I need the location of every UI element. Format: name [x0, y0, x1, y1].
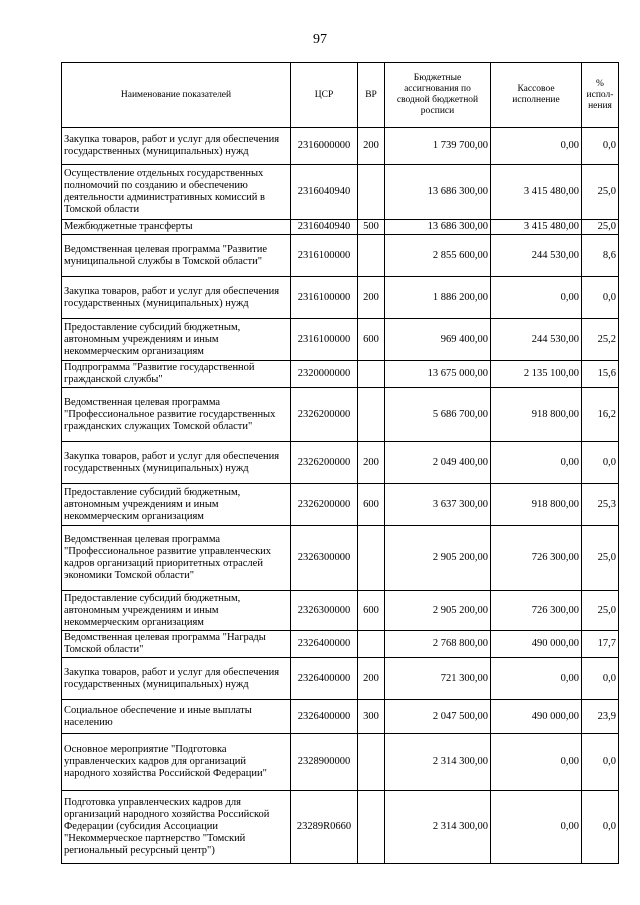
cell-cash: 3 415 480,00 — [491, 165, 582, 220]
cell-vr — [358, 165, 385, 220]
table-row — [62, 128, 619, 165]
header-name: Наименование показателей — [62, 63, 291, 128]
header-cash: Кассовое исполнение — [491, 63, 582, 128]
cell-vr — [358, 235, 385, 277]
table-body — [62, 128, 619, 864]
cell-pct: 17,7 — [582, 631, 619, 658]
cell-cash: 0,00 — [491, 734, 582, 791]
cell-pct: 0,0 — [582, 658, 619, 700]
cell-pct: 25,0 — [582, 220, 619, 235]
header-csr: ЦСР — [291, 63, 358, 128]
cell-csr: 2316100000 — [291, 277, 358, 319]
cell-budget: 3 637 300,00 — [385, 484, 491, 526]
cell-cash: 918 800,00 — [491, 388, 582, 442]
cell-csr: 2316040940 — [291, 220, 358, 235]
cell-pct: 0,0 — [582, 791, 619, 864]
cell-pct: 16,2 — [582, 388, 619, 442]
cell-budget: 13 686 300,00 — [385, 165, 491, 220]
budget-table — [61, 62, 619, 864]
cell-pct: 25,3 — [582, 484, 619, 526]
cell-csr: 2316100000 — [291, 235, 358, 277]
cell-name: Предоставление субсидий бюджетным, автономным учреждениям и иным некоммерческим организациям — [62, 319, 291, 361]
cell-budget: 5 686 700,00 — [385, 388, 491, 442]
cell-budget: 2 768 800,00 — [385, 631, 491, 658]
cell-vr: 200 — [358, 128, 385, 165]
cell-pct: 15,6 — [582, 361, 619, 388]
cell-cash: 726 300,00 — [491, 526, 582, 591]
cell-name: Осуществление отдельных государственных полномочий по созданию и обеспечению деятельности административных комиссий в Томской области — [62, 165, 291, 220]
table-row — [62, 700, 619, 734]
cell-vr: 200 — [358, 442, 385, 484]
cell-csr: 2316100000 — [291, 319, 358, 361]
cell-vr — [358, 526, 385, 591]
cell-cash: 3 415 480,00 — [491, 220, 582, 235]
table-row — [62, 388, 619, 442]
cell-budget: 2 047 500,00 — [385, 700, 491, 734]
cell-pct: 0,0 — [582, 442, 619, 484]
cell-name: Закупка товаров, работ и услуг для обеспечения государственных (муниципальных) нужд — [62, 128, 291, 165]
cell-csr: 2326300000 — [291, 591, 358, 631]
cell-csr: 2326200000 — [291, 442, 358, 484]
cell-cash: 726 300,00 — [491, 591, 582, 631]
cell-vr: 600 — [358, 591, 385, 631]
cell-name: Ведомственная целевая программа "Развитие муниципальной службы в Томской области" — [62, 235, 291, 277]
cell-csr: 2326200000 — [291, 388, 358, 442]
cell-pct: 0,0 — [582, 277, 619, 319]
cell-name: Закупка товаров, работ и услуг для обеспечения государственных (муниципальных) нужд — [62, 277, 291, 319]
cell-budget: 2 314 300,00 — [385, 734, 491, 791]
cell-vr: 500 — [358, 220, 385, 235]
table-row — [62, 484, 619, 526]
cell-name: Ведомственная целевая программа "Профессиональное развитие управленческих кадров организаций приоритетных отраслей экономики Томской области" — [62, 526, 291, 591]
cell-pct: 25,0 — [582, 165, 619, 220]
table-row — [62, 165, 619, 220]
table-row — [62, 631, 619, 658]
cell-cash: 0,00 — [491, 442, 582, 484]
cell-name: Закупка товаров, работ и услуг для обеспечения государственных (муниципальных) нужд — [62, 442, 291, 484]
table-row — [62, 235, 619, 277]
cell-vr: 600 — [358, 484, 385, 526]
cell-name: Ведомственная целевая программа "Профессиональное развитие государственных гражданских служащих Томской области" — [62, 388, 291, 442]
cell-name: Межбюджетные трансферты — [62, 220, 291, 235]
cell-pct: 25,0 — [582, 591, 619, 631]
cell-pct: 25,2 — [582, 319, 619, 361]
cell-vr — [358, 631, 385, 658]
cell-pct: 23,9 — [582, 700, 619, 734]
cell-budget: 13 686 300,00 — [385, 220, 491, 235]
header-pct: % испол-нения — [582, 63, 619, 128]
cell-cash: 490 000,00 — [491, 700, 582, 734]
cell-budget: 721 300,00 — [385, 658, 491, 700]
cell-cash: 0,00 — [491, 791, 582, 864]
cell-csr: 2326400000 — [291, 700, 358, 734]
cell-budget: 1 886 200,00 — [385, 277, 491, 319]
cell-cash: 0,00 — [491, 658, 582, 700]
table-row — [62, 791, 619, 864]
cell-name: Закупка товаров, работ и услуг для обеспечения государственных (муниципальных) нужд — [62, 658, 291, 700]
cell-vr — [358, 388, 385, 442]
table-row — [62, 658, 619, 700]
cell-pct: 25,0 — [582, 526, 619, 591]
cell-budget: 2 314 300,00 — [385, 791, 491, 864]
cell-cash: 0,00 — [491, 277, 582, 319]
cell-csr: 2326400000 — [291, 658, 358, 700]
table-row — [62, 526, 619, 591]
cell-csr: 2326300000 — [291, 526, 358, 591]
header-vr: ВР — [358, 63, 385, 128]
cell-name: Ведомственная целевая программа "Награды Томской области" — [62, 631, 291, 658]
cell-vr — [358, 734, 385, 791]
table-row — [62, 220, 619, 235]
cell-csr: 2328900000 — [291, 734, 358, 791]
cell-csr: 2320000000 — [291, 361, 358, 388]
cell-name: Основное мероприятие "Подготовка управленческих кадров для организаций народного хозяйства Российской Федерации" — [62, 734, 291, 791]
cell-pct: 0,0 — [582, 734, 619, 791]
cell-cash: 0,00 — [491, 128, 582, 165]
cell-csr: 2326200000 — [291, 484, 358, 526]
table-row — [62, 319, 619, 361]
cell-name: Социальное обеспечение и иные выплаты населению — [62, 700, 291, 734]
cell-budget: 2 855 600,00 — [385, 235, 491, 277]
cell-cash: 490 000,00 — [491, 631, 582, 658]
cell-pct: 8,6 — [582, 235, 619, 277]
cell-csr: 2326400000 — [291, 631, 358, 658]
cell-budget: 2 905 200,00 — [385, 591, 491, 631]
cell-name: Подпрограмма "Развитие государственной гражданской службы" — [62, 361, 291, 388]
cell-name: Подготовка управленческих кадров для организаций народного хозяйства Российской Федерации (субсидия Ассоциации "Некоммерческое партнерство "Томский региональный ресурсный центр") — [62, 791, 291, 864]
table-row — [62, 442, 619, 484]
cell-vr: 600 — [358, 319, 385, 361]
cell-cash: 244 530,00 — [491, 319, 582, 361]
cell-cash: 2 135 100,00 — [491, 361, 582, 388]
cell-budget: 969 400,00 — [385, 319, 491, 361]
cell-vr: 300 — [358, 700, 385, 734]
page-number: 97 — [313, 32, 327, 47]
cell-pct: 0,0 — [582, 128, 619, 165]
header-row — [62, 63, 619, 128]
table-row — [62, 734, 619, 791]
cell-budget: 1 739 700,00 — [385, 128, 491, 165]
cell-name: Предоставление субсидий бюджетным, автономным учреждениям и иным некоммерческим организациям — [62, 484, 291, 526]
cell-vr — [358, 361, 385, 388]
cell-vr — [358, 791, 385, 864]
cell-budget: 13 675 000,00 — [385, 361, 491, 388]
cell-cash: 918 800,00 — [491, 484, 582, 526]
header-budget: Бюджетные ассигнования по сводной бюджетной росписи — [385, 63, 491, 128]
cell-cash: 244 530,00 — [491, 235, 582, 277]
cell-vr: 200 — [358, 277, 385, 319]
table-row — [62, 361, 619, 388]
cell-budget: 2 049 400,00 — [385, 442, 491, 484]
cell-budget: 2 905 200,00 — [385, 526, 491, 591]
cell-vr: 200 — [358, 658, 385, 700]
table-row — [62, 591, 619, 631]
cell-name: Предоставление субсидий бюджетным, автономным учреждениям и иным некоммерческим организациям — [62, 591, 291, 631]
cell-csr: 2316000000 — [291, 128, 358, 165]
cell-csr: 23289R0660 — [291, 791, 358, 864]
table-row — [62, 277, 619, 319]
cell-csr: 2316040940 — [291, 165, 358, 220]
